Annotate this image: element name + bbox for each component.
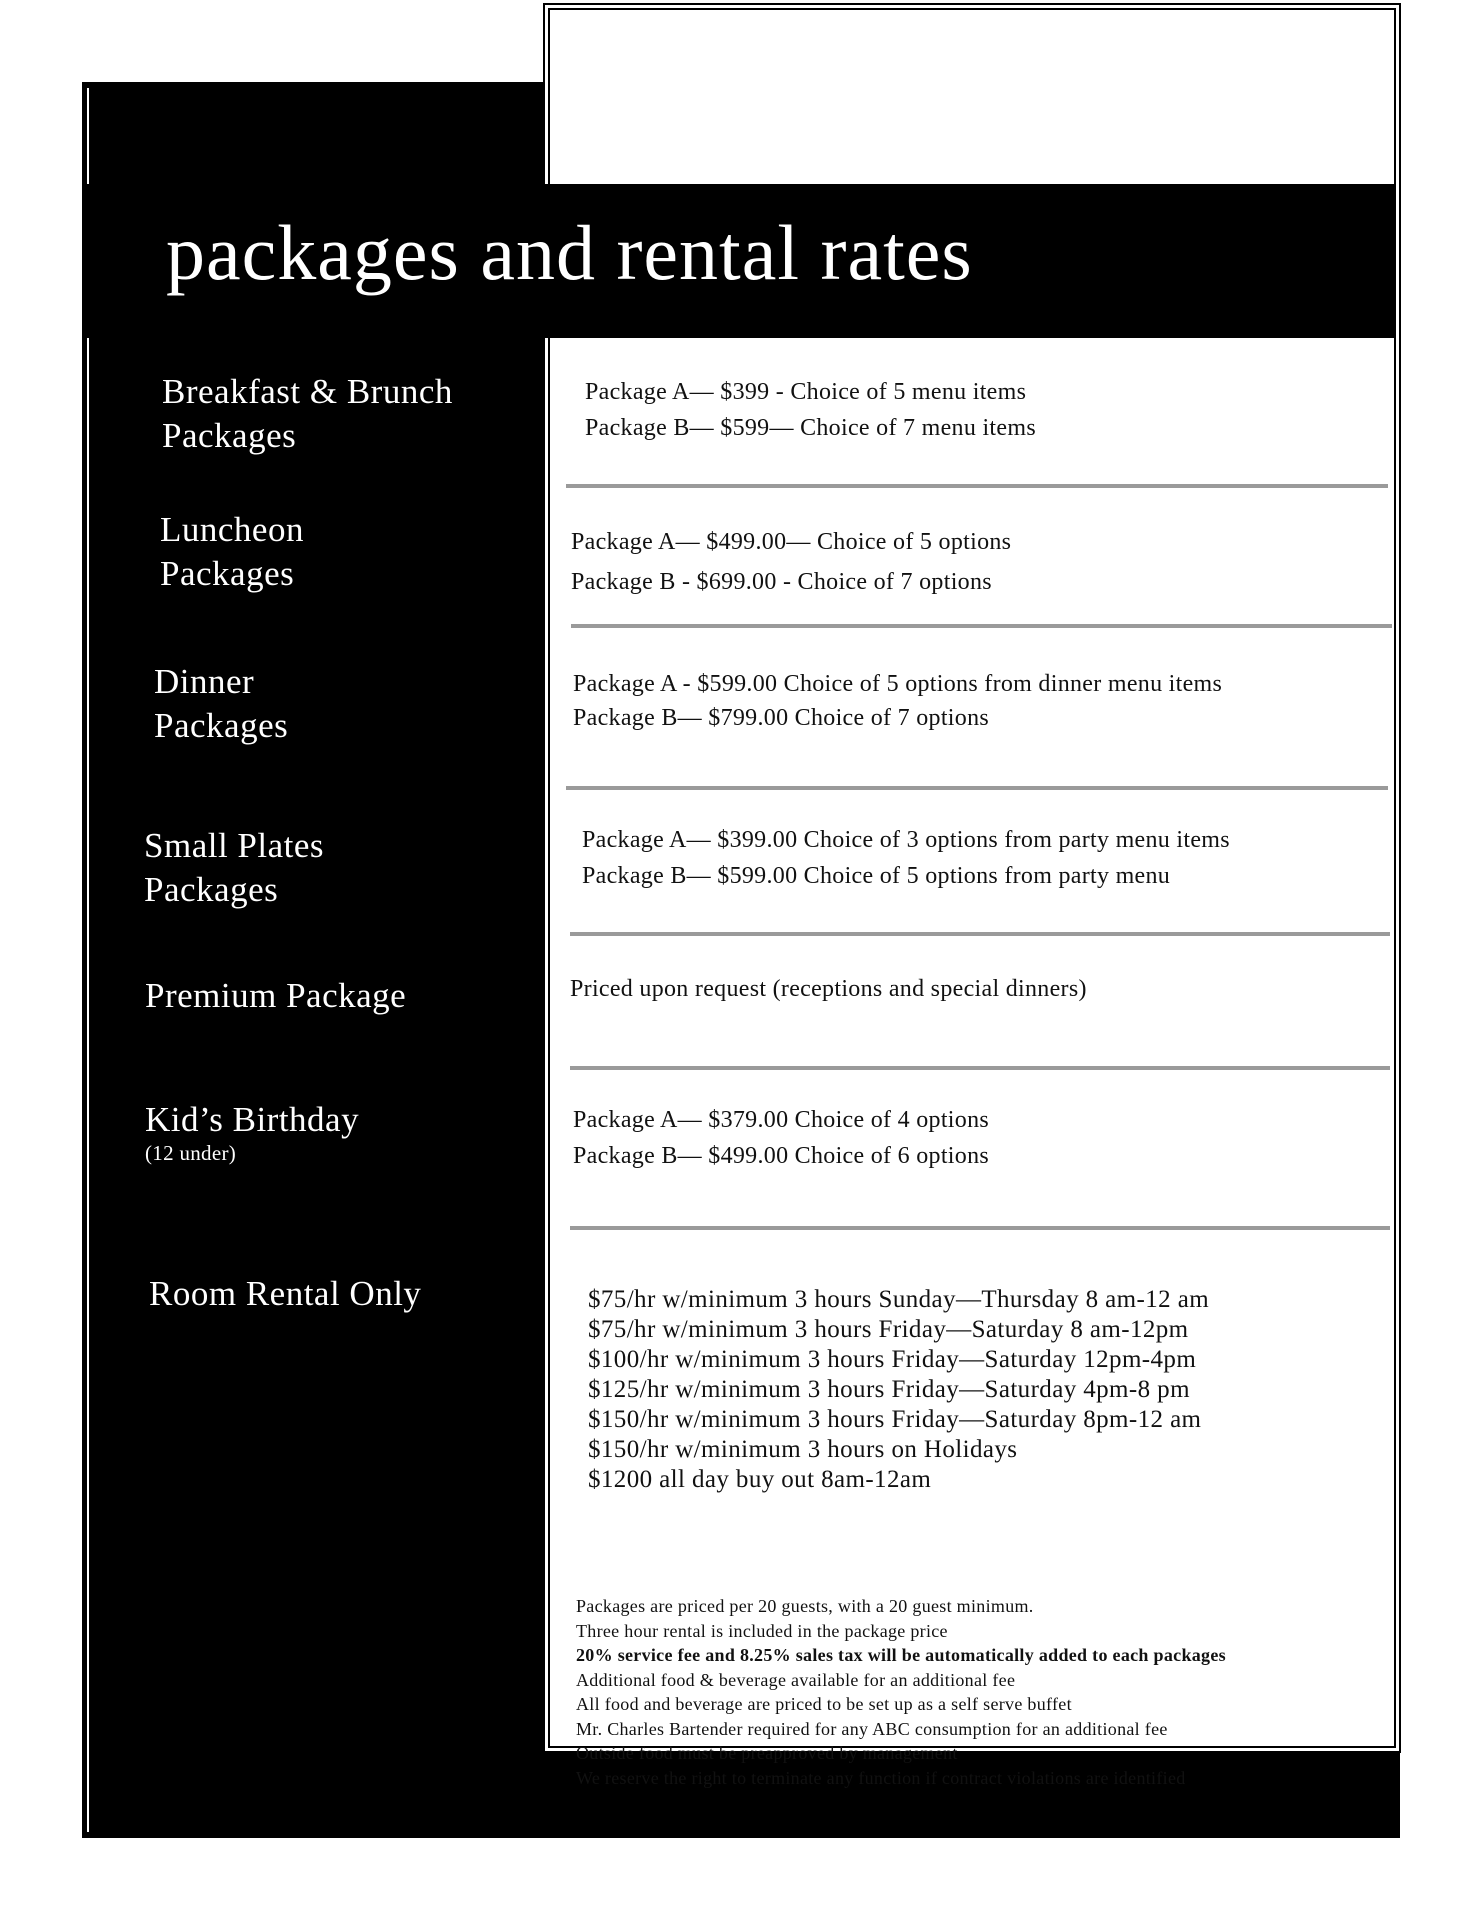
package-row: Priced upon request (receptions and special dinners) (570, 976, 1087, 1002)
section-separator (570, 1226, 1390, 1230)
package-row: Package A— $399.00 Choice of 3 options from party menu items (582, 827, 1230, 853)
terms-notes (576, 1594, 1226, 1790)
room-rental-rates (588, 1285, 1209, 1495)
section-label-line: Room Rental Only (149, 1274, 422, 1313)
section-label-small-plates (144, 824, 324, 912)
package-row: Package B - $699.00 - Choice of 7 options (571, 569, 992, 595)
section-label-sub: (12 under) (145, 1141, 237, 1165)
section-label-line: Packages (162, 416, 297, 455)
section-label-line: Packages (160, 554, 295, 593)
section-label-breakfast (162, 370, 453, 458)
rental-rate: $125/hr w/minimum 3 hours Friday—Saturday 4pm-8 pm (588, 1376, 1190, 1403)
section-label-line: Dinner (154, 662, 255, 701)
frame-inner-line (87, 88, 89, 1832)
section-separator (570, 1066, 1390, 1070)
section-label-luncheon (160, 508, 304, 596)
page-title: packages and rental rates (166, 209, 973, 296)
section-separator (566, 786, 1388, 790)
section-rows-breakfast (585, 374, 1036, 446)
section-label-premium (145, 974, 406, 1018)
package-row: Package B— $599— Choice of 7 menu items (585, 415, 1036, 441)
section-label-line: Packages (154, 706, 289, 745)
section-rows-premium (570, 972, 1087, 1006)
section-label-line: Small Plates (144, 826, 325, 865)
package-row: Package B— $799.00 Choice of 7 options (573, 705, 990, 731)
rental-rate: $150/hr w/minimum 3 hours Friday—Saturday 8pm-12 am (588, 1406, 1202, 1433)
rental-rate: $75/hr w/minimum 3 hours Friday—Saturday 8 am-12pm (588, 1316, 1189, 1343)
package-row: Package B— $599.00 Choice of 5 options from party menu (582, 863, 1171, 889)
note-line: Three hour rental is included in the package price (576, 1620, 948, 1641)
rental-rate: $150/hr w/minimum 3 hours on Holidays (588, 1436, 1018, 1463)
note-line-bold: 20% service fee and 8.25% sales tax will be automatically added to each packages (576, 1645, 1226, 1665)
package-row: Package A— $499.00— Choice of 5 options (571, 529, 1012, 555)
package-row: Package A— $379.00 Choice of 4 options (573, 1107, 990, 1133)
note-line: All food and beverage are priced to be set up as a self serve buffet (576, 1694, 1072, 1714)
section-label-line: Kid’s Birthday (145, 1100, 360, 1139)
note-line: Mr. Charles Bartender required for any ABC consumption for an additional fee (576, 1718, 1168, 1739)
rental-rate: $100/hr w/minimum 3 hours Friday—Saturday 12pm-4pm (588, 1346, 1197, 1373)
rental-rate: $1200 all day buy out 8am-12am (588, 1466, 932, 1493)
note-line: We reserve the right to terminate any function if contract violations are identified (576, 1767, 1186, 1788)
section-label-line: Breakfast & Brunch (162, 372, 453, 411)
section-label-kids-birthday (145, 1098, 359, 1164)
section-rows-dinner (573, 667, 1222, 735)
note-line: Outside food must be preapproved by management (576, 1743, 958, 1763)
note-line: Packages are priced per 20 guests, with a 20 guest minimum. (576, 1596, 1034, 1616)
section-separator (571, 624, 1392, 628)
section-label-dinner (154, 660, 288, 748)
section-rows-kids-birthday (573, 1102, 989, 1174)
package-row: Package A— $399 - Choice of 5 menu items (585, 379, 1027, 405)
section-label-line: Premium Package (145, 976, 407, 1015)
section-label-room-rental (149, 1272, 421, 1316)
rental-rate: $75/hr w/minimum 3 hours Sunday—Thursday 8 am-12 am (588, 1286, 1210, 1313)
package-row: Package B— $499.00 Choice of 6 options (573, 1143, 990, 1169)
package-row: Package A - $599.00 Choice of 5 options from dinner menu items (573, 671, 1223, 697)
section-rows-small-plates (582, 822, 1230, 894)
section-label-line: Luncheon (160, 510, 304, 549)
note-line: Additional food & beverage available for an additional fee (576, 1669, 1016, 1690)
section-separator (570, 932, 1390, 936)
section-label-line: Packages (144, 870, 279, 909)
section-rows-luncheon (571, 522, 1011, 602)
section-separator (566, 484, 1388, 488)
